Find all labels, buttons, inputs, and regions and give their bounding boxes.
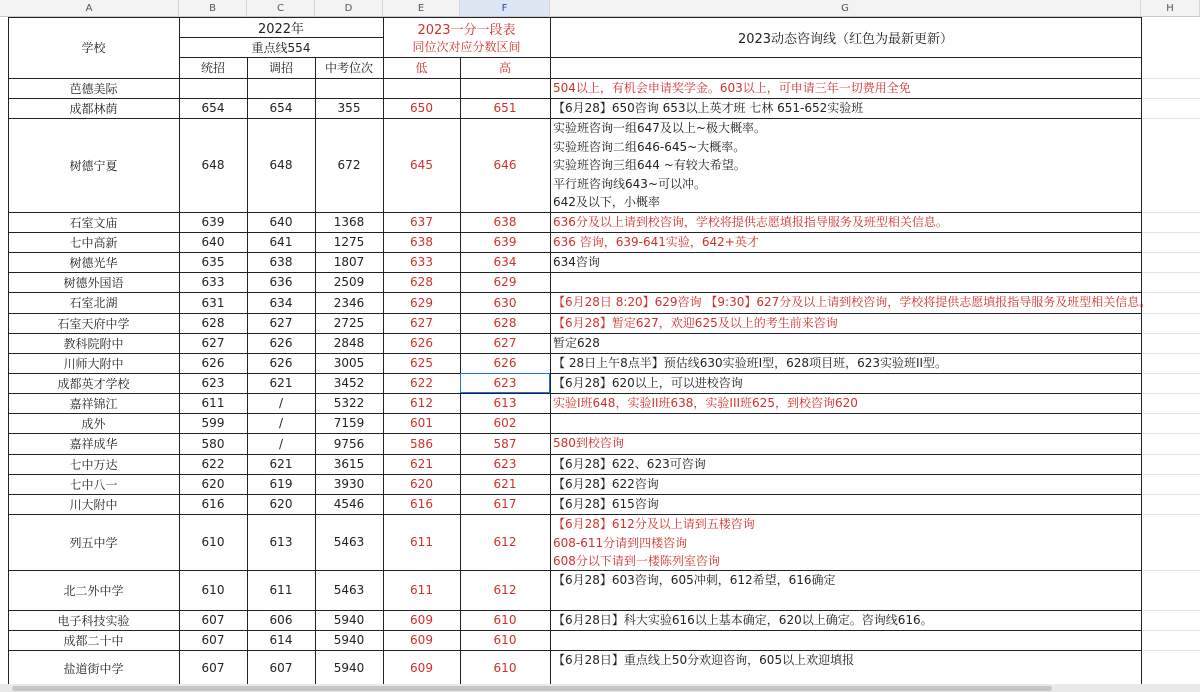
cell-high[interactable]: 610: [493, 661, 517, 675]
cell-tiaozhao[interactable]: 627: [269, 316, 293, 330]
cell-consult[interactable]: [550, 212, 1200, 232]
header-2023-subtitle: 同位次对应分数区间: [412, 40, 521, 54]
cell-tongzhao[interactable]: 611: [201, 396, 225, 410]
cell-consult[interactable]: [550, 454, 1200, 474]
cell-low[interactable]: 609: [410, 613, 433, 627]
cell-tiaozhao[interactable]: /: [278, 416, 284, 430]
cell-school[interactable]: 教科院附中: [63, 336, 124, 351]
cell-rank[interactable]: 3005: [333, 356, 365, 370]
cell-high[interactable]: 639: [493, 235, 517, 249]
cell-low[interactable]: 627: [410, 316, 433, 330]
cell-low[interactable]: 633: [410, 255, 433, 269]
consult-line: 平行班咨询线643~可以冲。: [553, 176, 706, 191]
cell-low[interactable]: 625: [410, 356, 433, 370]
cell-low[interactable]: 650: [410, 101, 433, 115]
cell-tiaozhao[interactable]: 621: [269, 376, 293, 390]
cell-rank[interactable]: 7159: [333, 416, 365, 430]
consult-line: 【6月28】622、623可咨询: [553, 457, 706, 471]
cell-consult[interactable]: [550, 650, 1200, 686]
cell-tiaozhao[interactable]: 641: [269, 235, 293, 249]
cell-consult[interactable]: [550, 313, 1200, 333]
cell-rank[interactable]: 5322: [333, 396, 365, 410]
cell-rank[interactable]: 3615: [333, 457, 365, 471]
cell-tiaozhao[interactable]: 613: [269, 535, 293, 549]
consult-line: 【6月28】612分及以上请到五楼咨询: [553, 517, 755, 531]
cell-tongzhao[interactable]: 580: [201, 436, 225, 451]
cell-rank[interactable]: 2346: [333, 295, 365, 310]
cell-tongzhao[interactable]: 616: [201, 497, 225, 511]
cell-high[interactable]: 602: [493, 416, 517, 430]
cell-tiaozhao[interactable]: [247, 78, 315, 98]
cell-consult[interactable]: [550, 232, 1200, 252]
header-high[interactable]: 高: [498, 61, 511, 75]
cell-tiaozhao[interactable]: 611: [269, 583, 293, 597]
cell-low[interactable]: 609: [410, 661, 433, 675]
cell-tiaozhao[interactable]: 638: [269, 255, 293, 269]
cell-low[interactable]: 645: [410, 158, 433, 172]
consult-line: 实验班咨询一组647及以上~极大概率。: [553, 121, 766, 135]
cell-school[interactable]: 芭德美际: [69, 81, 118, 96]
cell-high[interactable]: 651: [493, 101, 517, 115]
cell-school[interactable]: 树德宁夏: [69, 158, 118, 173]
cell-low[interactable]: 616: [410, 497, 433, 511]
consult-line: 【6月28】622咨询: [553, 477, 659, 491]
cell-school[interactable]: 嘉祥锦江: [69, 396, 118, 411]
cell-school[interactable]: 石室文庙: [69, 215, 118, 230]
cell-high[interactable]: 610: [493, 633, 517, 647]
cell-tongzhao[interactable]: 640: [201, 235, 225, 249]
cell-school[interactable]: 七中高新: [69, 235, 118, 250]
column-header-b[interactable]: B: [179, 0, 247, 17]
cell-consult[interactable]: [550, 353, 1200, 373]
cell-tongzhao[interactable]: 607: [201, 661, 225, 675]
consult-line: 608-611分请到四楼咨询: [553, 535, 688, 550]
cell-school[interactable]: 树德外国语: [63, 275, 124, 290]
cell-high[interactable]: 613: [493, 396, 517, 410]
cell-high[interactable]: 627: [493, 336, 517, 350]
consult-line: 【6月28日】科大实验616以上基本确定，620以上确定。咨询线616。: [553, 613, 933, 627]
cell-tongzhao[interactable]: 607: [201, 613, 225, 627]
cell-school[interactable]: 七中八一: [69, 477, 118, 492]
cell-low[interactable]: [383, 78, 460, 98]
cell-tongzhao[interactable]: 639: [201, 215, 225, 229]
cell-tiaozhao[interactable]: 614: [269, 633, 293, 647]
cell-tongzhao[interactable]: 627: [201, 336, 225, 350]
cell-tongzhao[interactable]: 631: [201, 295, 225, 310]
header-low[interactable]: 低: [415, 61, 428, 75]
consult-line: 608分以下请到一楼陈列室咨询: [553, 554, 720, 568]
cell-tongzhao[interactable]: 623: [201, 376, 225, 390]
cell-school[interactable]: 成外: [81, 416, 106, 431]
cell-tongzhao[interactable]: 620: [201, 477, 225, 491]
cell-tiaozhao[interactable]: /: [278, 436, 284, 451]
cell-consult[interactable]: [550, 292, 1200, 313]
column-header-f[interactable]: F: [460, 0, 550, 17]
cell-consult[interactable]: [550, 98, 1200, 118]
consult-line: 暂定628: [553, 336, 600, 350]
header-tongzhao[interactable]: 统招: [200, 61, 225, 75]
cell-rank[interactable]: 4546: [333, 497, 365, 511]
cell-school[interactable]: 成都林荫: [69, 101, 118, 116]
cell-tiaozhao[interactable]: 607: [269, 661, 293, 675]
header-2023-table[interactable]: [383, 17, 550, 57]
header-2023-title: 2023一分一段表: [417, 23, 516, 38]
cell-high[interactable]: 629: [493, 275, 517, 289]
cell-consult[interactable]: [550, 393, 1200, 413]
cell-tiaozhao[interactable]: 648: [269, 158, 293, 172]
cell-school[interactable]: 成都二十中: [63, 633, 124, 648]
consult-line: 【6月28日】重点线上50分欢迎咨询，605以上欢迎填报: [553, 653, 855, 667]
consult-line: 实验班咨询二组646-645~大概率。: [553, 139, 746, 154]
cell-consult[interactable]: [550, 78, 1200, 98]
header-tiaozhao[interactable]: 调招: [268, 61, 293, 75]
cell-low[interactable]: 638: [410, 235, 433, 249]
cell-low[interactable]: 626: [410, 336, 433, 350]
cell-low[interactable]: 620: [410, 477, 433, 491]
column-header-c[interactable]: C: [247, 0, 315, 17]
cell-school[interactable]: 川大附中: [69, 497, 118, 512]
cell-school[interactable]: 石室北湖: [69, 296, 118, 310]
cell-school[interactable]: 石室天府中学: [57, 316, 130, 331]
cell-tiaozhao[interactable]: 626: [269, 356, 293, 370]
cell-rank[interactable]: 2848: [333, 336, 365, 350]
consult-line: 【6月28】615咨询: [553, 497, 659, 511]
cell-school[interactable]: 盐道街中学: [63, 661, 124, 676]
cell-rank[interactable]: 5940: [333, 613, 365, 627]
cell-consult[interactable]: [550, 610, 1200, 630]
cell-low[interactable]: 611: [410, 535, 433, 549]
cell-tiaozhao[interactable]: 654: [269, 101, 293, 115]
cell-low[interactable]: 622: [410, 376, 433, 390]
cell-high[interactable]: 621: [493, 477, 517, 491]
cell-consult[interactable]: [550, 474, 1200, 494]
cell-tiaozhao[interactable]: 621: [269, 457, 293, 471]
cell-high[interactable]: 623: [460, 373, 550, 393]
cell-tongzhao[interactable]: 633: [201, 275, 225, 289]
column-header-e[interactable]: E: [383, 0, 460, 17]
cell-tiaozhao[interactable]: 619: [269, 477, 293, 491]
cell-low[interactable]: 628: [410, 275, 433, 289]
column-header-g[interactable]: G: [550, 0, 1141, 17]
cell-school[interactable]: 北二外中学: [63, 583, 124, 598]
cell-tongzhao[interactable]: 626: [201, 356, 225, 370]
consult-line: 504以上，有机会申请奖学金。603以上，可申请三年一切费用全免: [553, 81, 911, 95]
consult-line: 636 咨询，639-641实验，642+英才: [553, 235, 759, 249]
cell-low[interactable]: 637: [410, 215, 433, 229]
cell-rank[interactable]: 3452: [333, 376, 365, 390]
header-school[interactable]: 学校: [81, 41, 106, 55]
cell-rank[interactable]: [315, 78, 383, 98]
cell-school[interactable]: 川师大附中: [63, 356, 124, 371]
consult-line: 【6月28日 8:20】629咨询 【9:30】627分及以上请到校咨询，学校将提供志愿填报指导服务及班型相关信息。: [553, 295, 1152, 309]
cell-low[interactable]: 629: [410, 295, 433, 310]
cell-high[interactable]: 610: [493, 613, 517, 627]
cell-rank[interactable]: 3930: [333, 477, 365, 491]
cell-tongzhao[interactable]: 610: [201, 535, 225, 549]
cell-rank[interactable]: 2509: [333, 275, 365, 289]
consult-line: 【 28日上午8点半】预估线630实验班I型，628项目班，623实验班II型。: [553, 356, 948, 370]
cell-rank[interactable]: 1368: [333, 215, 365, 229]
header-rank[interactable]: 中考位次: [324, 61, 373, 75]
consult-line: 【6月28】暂定627，欢迎625及以上的考生前来咨询: [553, 316, 838, 330]
cell-consult[interactable]: [550, 373, 1200, 393]
cell-low[interactable]: 586: [410, 436, 433, 451]
cell-rank[interactable]: 5940: [333, 661, 365, 675]
cell-rank[interactable]: 5463: [333, 583, 365, 597]
cell-tongzhao[interactable]: 622: [201, 457, 225, 471]
cell-rank[interactable]: 5940: [333, 633, 365, 647]
cell-school[interactable]: 嘉祥成华: [69, 437, 118, 451]
cell-tongzhao[interactable]: 648: [201, 158, 225, 172]
consult-line: 实验I班648，实验II班638，实验III班625，到校咨询620: [553, 396, 858, 410]
cell-high[interactable]: 638: [493, 215, 517, 229]
consult-line: 【6月28】650咨询 653以上英才班 七林 651-652实验班: [553, 101, 864, 115]
cell-high[interactable]: 617: [493, 497, 517, 511]
cell-consult[interactable]: [550, 514, 1200, 570]
cell-rank[interactable]: 9756: [333, 436, 365, 451]
cell-low[interactable]: 612: [410, 396, 433, 410]
consult-line: 580到校咨询: [553, 436, 624, 450]
cell-tongzhao[interactable]: 599: [201, 416, 225, 430]
cell-high[interactable]: 630: [493, 295, 517, 310]
cell-tiaozhao[interactable]: 634: [269, 295, 293, 310]
cell-tiaozhao[interactable]: 636: [269, 275, 293, 289]
column-header-a[interactable]: A: [0, 0, 179, 17]
cell-low[interactable]: 609: [410, 633, 433, 647]
cell-rank[interactable]: 355: [337, 101, 361, 115]
cell-consult[interactable]: [550, 433, 1200, 454]
header-keyline[interactable]: 重点线554: [251, 40, 311, 55]
cell-consult[interactable]: [550, 570, 1200, 610]
cell-rank[interactable]: 2725: [333, 316, 365, 330]
cell-school[interactable]: 电子科技实验: [57, 613, 130, 628]
cell-low[interactable]: 611: [410, 583, 433, 597]
cell-tongzhao[interactable]: 607: [201, 633, 225, 647]
cell-consult[interactable]: [550, 272, 1200, 292]
header-consult[interactable]: 2023动态咨询线（红色为最新更新）: [737, 31, 954, 47]
cell-consult[interactable]: [550, 494, 1200, 514]
consult-line: 636分及以上请到校咨询，学校将提供志愿填报指导服务及班型相关信息。: [553, 215, 948, 229]
cell-high[interactable]: 626: [493, 356, 517, 370]
cell-tiaozhao[interactable]: /: [278, 396, 284, 410]
consult-line: 【6月28】603咨询，605冲刺，612希望，616确定: [553, 573, 836, 587]
cell-high[interactable]: 628: [493, 316, 517, 330]
cell-low[interactable]: 621: [410, 457, 433, 471]
cell-tiaozhao[interactable]: 620: [269, 497, 293, 511]
cell-school[interactable]: 列五中学: [69, 535, 118, 550]
header-year-2022[interactable]: 2022年: [257, 21, 305, 37]
cell-consult[interactable]: [550, 118, 1200, 212]
cell-tongzhao[interactable]: 628: [201, 316, 225, 330]
cell-consult[interactable]: [550, 333, 1200, 353]
cell-high[interactable]: 612: [493, 583, 517, 597]
cell-high[interactable]: 612: [493, 535, 517, 549]
cell-tongzhao[interactable]: [179, 78, 247, 98]
scrollbar-thumb[interactable]: [12, 686, 1052, 691]
cell-high[interactable]: 634: [493, 255, 517, 269]
consult-line: 实验班咨询三组644 ~有较大希望。: [553, 158, 746, 172]
column-header-d[interactable]: D: [315, 0, 383, 17]
cell-consult[interactable]: [550, 630, 1200, 650]
consult-line: 634咨询: [553, 255, 600, 269]
cell-school[interactable]: 树德光华: [69, 255, 118, 270]
cell-tongzhao[interactable]: 635: [201, 255, 225, 269]
cell-low[interactable]: 601: [410, 416, 433, 430]
cell-consult[interactable]: [550, 413, 1200, 433]
cell-high[interactable]: [460, 78, 550, 98]
cell-school[interactable]: 成都英才学校: [57, 376, 130, 391]
cell-tongzhao[interactable]: 610: [201, 583, 225, 597]
cell-rank[interactable]: 1275: [333, 235, 365, 249]
cell-tiaozhao[interactable]: 640: [269, 215, 293, 229]
cell-high[interactable]: 587: [493, 436, 517, 451]
consult-line: 642及以下，小概率: [553, 195, 660, 209]
cell-rank[interactable]: 5463: [333, 535, 365, 549]
cell-high[interactable]: 623: [493, 457, 517, 471]
cell-tongzhao[interactable]: 654: [201, 101, 225, 115]
cell-rank[interactable]: 672: [337, 158, 361, 172]
cell-rank[interactable]: 1807: [333, 255, 365, 269]
consult-line: 【6月28】620以上，可以进校咨询: [553, 376, 743, 390]
cell-tiaozhao[interactable]: 606: [269, 613, 293, 627]
cell-high[interactable]: 646: [493, 158, 517, 172]
cell-school[interactable]: 七中万达: [69, 457, 118, 472]
cell-consult[interactable]: [550, 252, 1200, 272]
cell-tiaozhao[interactable]: 626: [269, 336, 293, 350]
column-header-h[interactable]: H: [1141, 0, 1200, 17]
